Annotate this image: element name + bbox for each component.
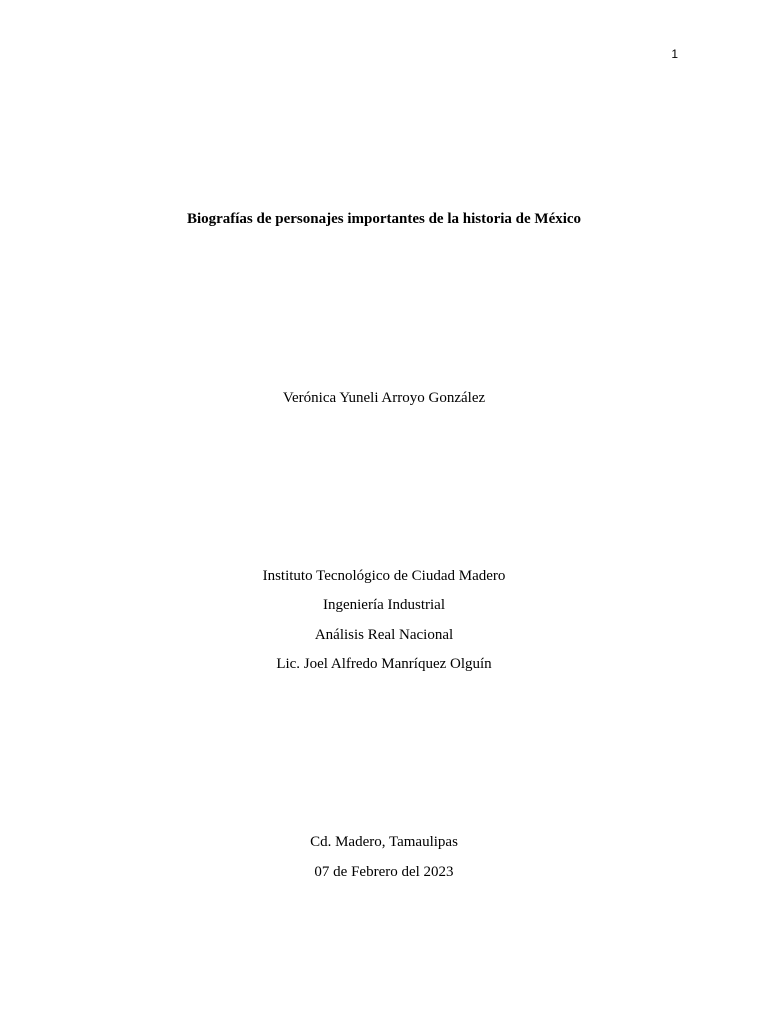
career-name: Ingeniería Industrial [322,597,446,613]
institution-name: Instituto Tecnológico de Ciudad Madero [262,568,506,584]
author-name: Verónica Yuneli Arroyo González [282,390,486,406]
location: Cd. Madero, Tamaulipas [310,834,458,850]
page-number: 1 [671,47,678,61]
document-title: Biografías de personajes importantes de la historia de México [186,211,582,227]
teacher-name: Lic. Joel Alfredo Manríquez Olguín [276,656,492,672]
document-date: 07 de Febrero del 2023 [314,864,454,880]
course-name: Análisis Real Nacional [314,627,454,643]
